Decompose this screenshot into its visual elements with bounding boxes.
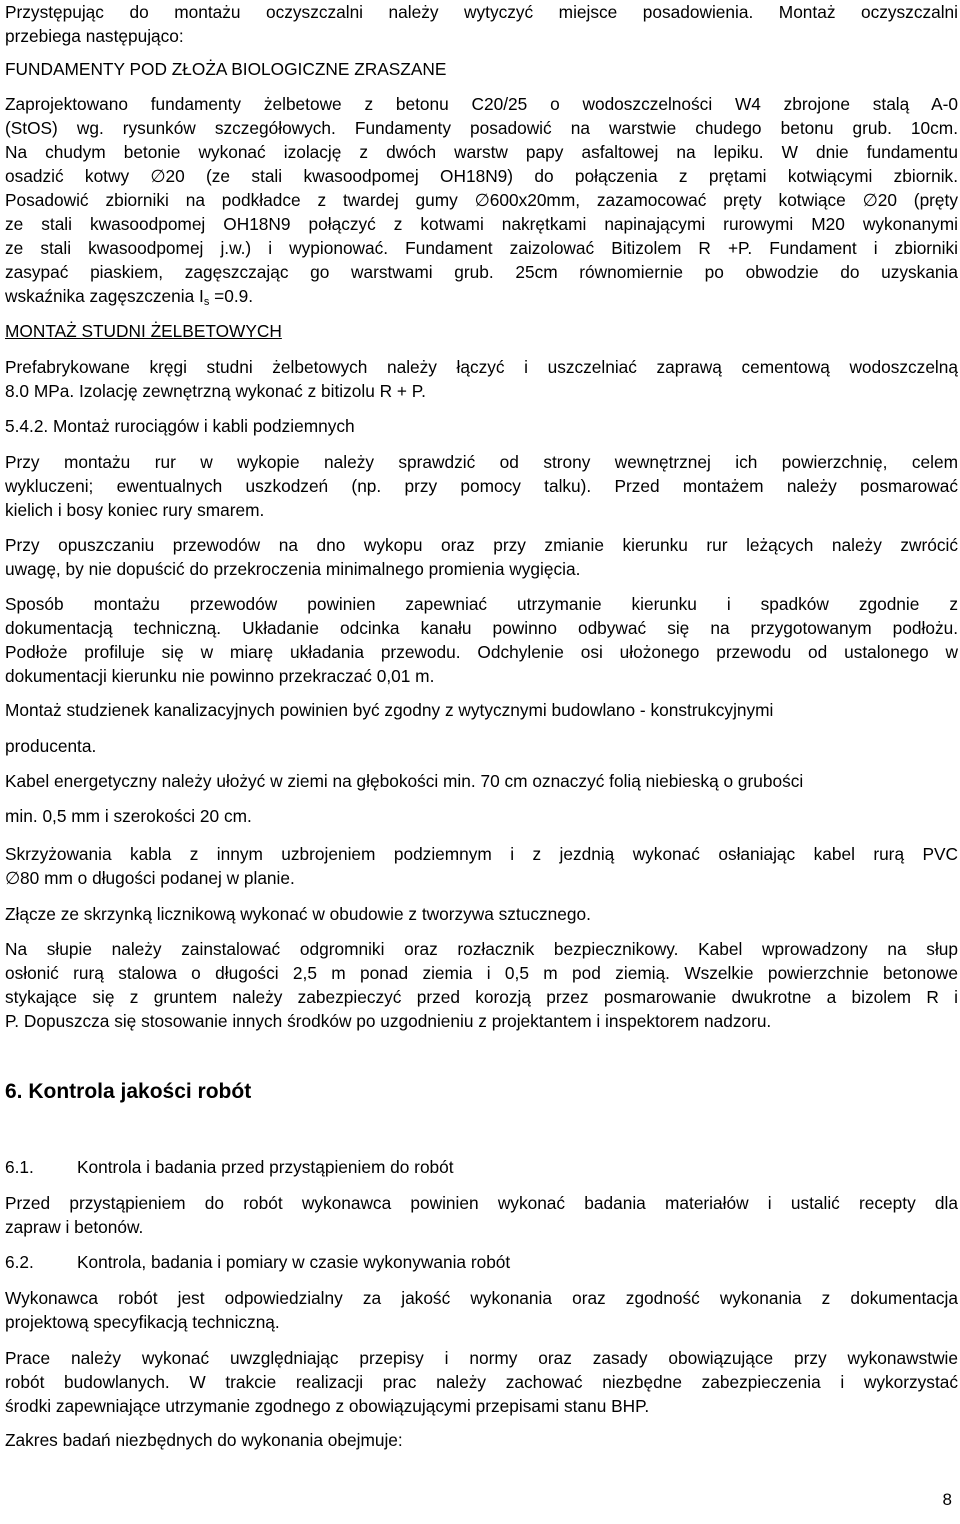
text-line: osłonić rurą stalowa o długości 2,5 m ponad ziemia i 0,5 m pod ziemią. Wszelkie powierzchnie betonowe <box>5 963 958 983</box>
text-line: MONTAŻ STUDNI ŻELBETOWYCH <box>5 321 282 341</box>
text-line: projektową specyfikacją techniczną. <box>5 1312 280 1332</box>
text-line: stykające się z gruntem należy zabezpieczyć przed korozją przez posmarowanie dwukrotne a bizolem R i <box>5 987 958 1007</box>
text-line: Sposób montażu przewodów powinien zapewniać utrzymanie kierunku i spadków zgodnie z <box>5 594 958 614</box>
text-line: Posadowić zbiorniki na podkładce z twardej gumy ∅600x20mm, zazamocować pręty kotwiące ∅20 (pręty <box>5 190 958 210</box>
text-line: Złącze ze skrzynką licznikową wykonać w obudowie z tworzywa sztucznego. <box>5 904 591 924</box>
text-line: wykluczeni; ewentualnych uszkodzeń (np. przy pomocy talku). Przed montażem należy posmarować <box>5 476 958 496</box>
document-page <box>5 0 958 1524</box>
text-line: Przystępując do montażu oczyszczalni należy wytyczyć miejsce posadowienia. Montaż oczyszczalni <box>5 2 958 22</box>
paragraph-slup <box>5 937 958 1033</box>
paragraph-opuszczanie <box>5 533 958 581</box>
text-line: Kabel energetyczny należy ułożyć w ziemi na głębokości min. 70 cm oznaczyć folią niebieską o grubości <box>5 771 804 791</box>
section-number: 6.2. <box>5 1252 34 1272</box>
paragraph-montaz-rur <box>5 450 958 522</box>
text-line: środki zapewniające utrzymanie zgodnego z obowiązującymi przepisami stanu BHP. <box>5 1396 650 1416</box>
text-line: Wykonawca robót jest odpowiedzialny za jakość wykonania oraz zgodność wykonania z dokumentacja <box>5 1288 958 1308</box>
section-heading-fundamenty <box>5 57 958 81</box>
paragraph-intro <box>5 0 958 48</box>
text-line: producenta. <box>5 736 97 756</box>
text-line: Na chudym betonie wykonać izolację z dwóch warstw papy asfaltowej na lepiku. W dnie fundamentu <box>5 142 958 162</box>
paragraph-6-1 <box>5 1191 958 1239</box>
text-segment: =0.9. <box>209 286 254 306</box>
paragraph-prace <box>5 1346 958 1418</box>
paragraph-studnie <box>5 355 958 403</box>
subsection-heading-6-2 <box>5 1250 958 1274</box>
text-line: dokumentacją techniczną. Układanie odcinka kanału powinno odbywać się na przygotowanym podłożu. <box>5 618 958 638</box>
text-line: Na słupie należy zainstalować odgromniki oraz rozłacznik bezpiecznikowy. Kabel wprowadzony na słup <box>5 939 958 959</box>
text-line: Podłoże profiluje się w miarę układania przewodu. Odchylenie osi ułożonego przewodu od ustalonego w <box>5 642 958 662</box>
text-line: min. 0,5 mm i szerokości 20 cm. <box>5 806 252 826</box>
section-heading-studnie <box>5 319 958 343</box>
section-heading-5-4-2 <box>5 414 958 438</box>
paragraph-producenta <box>5 734 958 758</box>
text-line: dokumentacji kierunku nie powinno przekraczać 0,01 m. <box>5 666 435 686</box>
text-line: przebiega następująco: <box>5 26 184 46</box>
text-line: robót budowlanych. W trakcie realizacji prac należy zachować niezbędne zabezpieczenia i wykorzystać <box>5 1372 958 1392</box>
text-line: zapraw i betonów. <box>5 1217 144 1237</box>
text-line: ze stali kwasoodpomej OH18N9 połączyć z kotwami nakrętkami napinającymi rurowymi M20 wykonanymi <box>5 214 958 234</box>
paragraph-studzienki <box>5 698 958 722</box>
paragraph-zlacze <box>5 902 958 926</box>
text-line <box>5 1155 958 1179</box>
text-line: Zaprojektowano fundamenty żelbetowe z betonu C20/25 o wodoszczelności W4 zbrojone stalą A-0 <box>5 94 958 114</box>
text-line: Przy montażu rur w wykopie należy sprawdzić od strony wewnętrznej ich powierzchnię, celem <box>5 452 958 472</box>
text-line: Prace należy wykonać uwzględniając przepisy i normy oraz zasady obowiązujące przy wykonawstwie <box>5 1348 958 1368</box>
subscript: s <box>203 296 210 308</box>
text-line: ∅80 mm o długości podanej w planie. <box>5 868 295 888</box>
section-number: 6.1. <box>5 1157 34 1177</box>
text-line: ze stali kwasoodpomej j.w.) i wypionować. Fundament zaizolować Bitizolem R +P. Fundament i zbiorniki <box>5 238 958 258</box>
text-line: P. Dopuszcza się stosowanie innych środków po uzgodnieniu z projektantem i inspektorem nadzoru. <box>5 1011 772 1031</box>
paragraph-sposob-montazu <box>5 592 958 688</box>
paragraph-skrzyzowania <box>5 842 958 890</box>
paragraph-zakres-badan <box>5 1428 958 1452</box>
text-line: uwagę, by nie dopuścić do przekroczenia minimalnego promienia wygięcia. <box>5 559 581 579</box>
text-line: zasypać piaskiem, zagęszczając go warstwami grub. 25cm równomiernie po obwodzie do uzyskania <box>5 262 958 282</box>
chapter-heading-6: 6. Kontrola jakości robót <box>5 1080 252 1103</box>
text-line: 8.0 MPa. Izolację zewnętrzną wykonać z bitizolu R + P. <box>5 381 426 401</box>
text-segment: wskaźnika zagęszczenia I <box>5 286 204 306</box>
text-line <box>5 284 958 314</box>
paragraph-kabel-cd <box>5 804 958 828</box>
text-line: FUNDAMENTY POD ZŁOŻA BIOLOGICZNE ZRASZANE <box>5 59 447 79</box>
text-line: Zakres badań niezbędnych do wykonania obejmuje: <box>5 1430 403 1450</box>
text-line: Przy opuszczaniu przewodów na dno wykopu oraz przy zmianie kierunku rur leżących należy zwrócić <box>5 535 958 555</box>
text-line <box>5 1250 958 1274</box>
paragraph-fundamenty <box>5 92 958 314</box>
paragraph-kabel <box>5 769 958 793</box>
text-line: (StOS) wg. rysunków szczegółowych. Fundamenty posadowić na warstwie chudego betonu grub. 10cm. <box>5 118 958 138</box>
text-line: Prefabrykowane kręgi studni żelbetowych należy łączyć i uszczelniać zaprawą cementową wodoszczelną <box>5 357 958 377</box>
section-title: Kontrola, badania i pomiary w czasie wykonywania robót <box>77 1252 511 1272</box>
text-line: kielich i bosy koniec rury smarem. <box>5 500 265 520</box>
text-line: Skrzyżowania kabla z innym uzbrojeniem podziemnym i z jezdnią wykonać osłaniając kabel rurą PVC <box>5 844 958 864</box>
page-number: 8 <box>942 1490 952 1509</box>
text-line: osadzić kotwy ∅20 (ze stali kwasoodpomej OH18N9) do połączenia z prętami kotwiącymi zbiornik. <box>5 166 958 186</box>
subsection-heading-6-1 <box>5 1155 958 1179</box>
text-line: 5.4.2. Montaż rurociągów i kabli podziemnych <box>5 416 355 436</box>
paragraph-6-2 <box>5 1286 958 1334</box>
section-title: Kontrola i badania przed przystąpieniem do robót <box>77 1157 454 1177</box>
text-line: Przed przystąpieniem do robót wykonawca powinien wykonać badania materiałów i ustalić recepty dla <box>5 1193 958 1213</box>
text-line: Montaż studzienek kanalizacyjnych powinien być zgodny z wytycznymi budowlano - konstrukcyjnymi <box>5 700 774 720</box>
